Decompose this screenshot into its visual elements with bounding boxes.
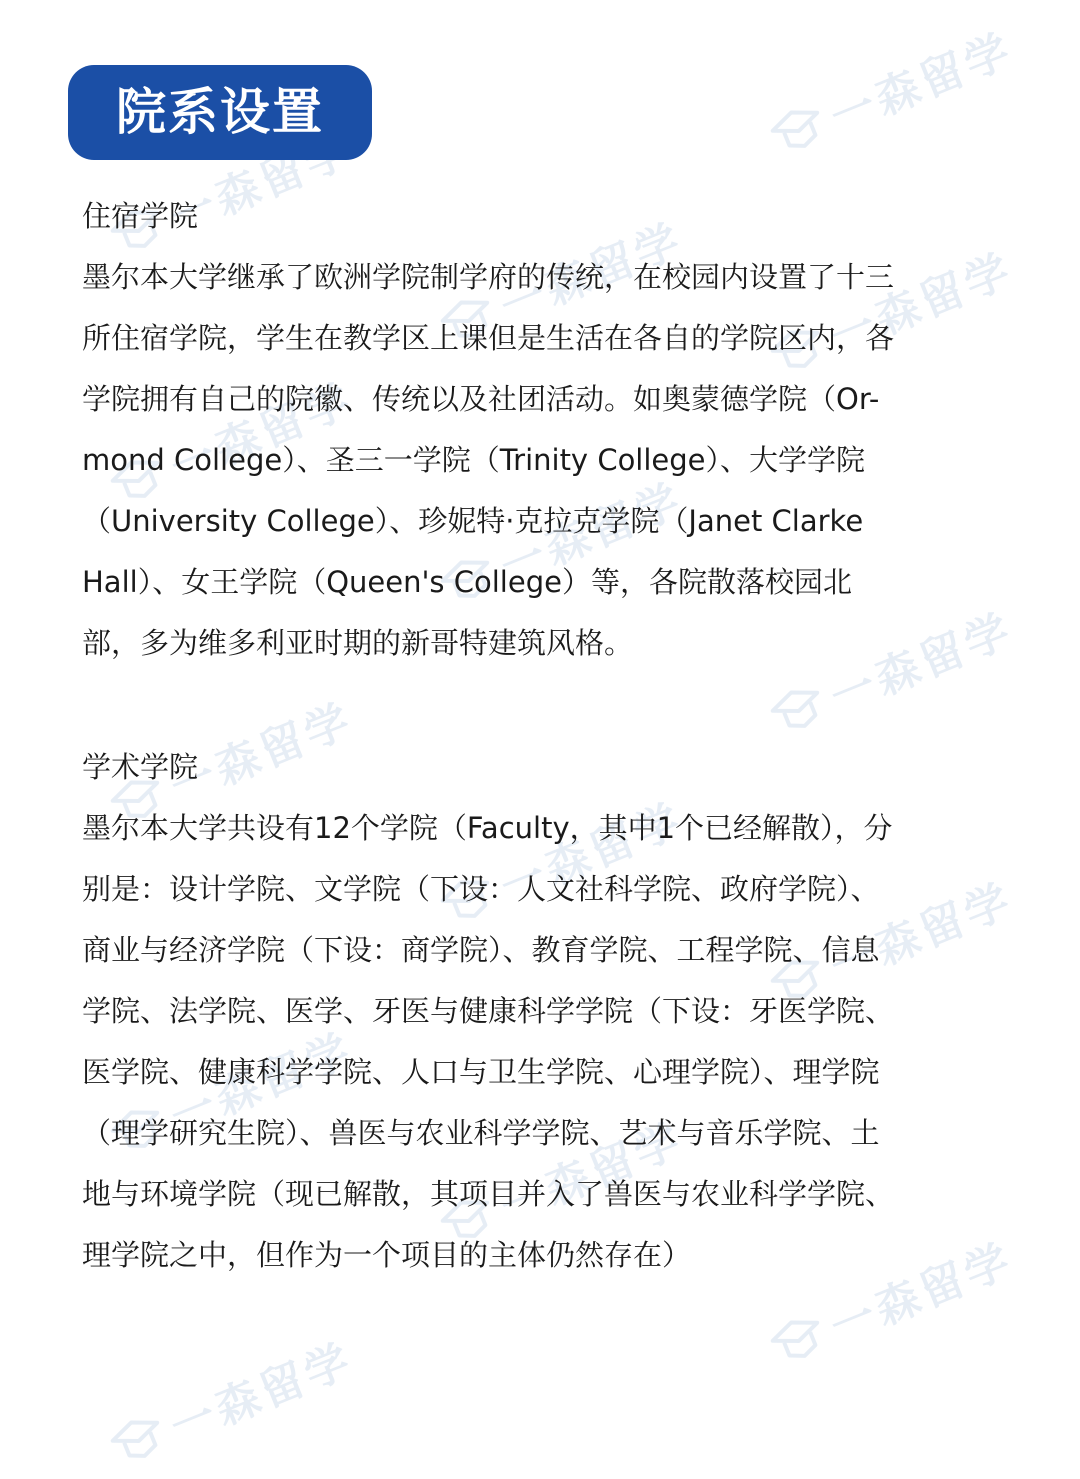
- section-title-banner: [68, 65, 372, 160]
- watermark-text: 一森留学: [163, 1024, 361, 1144]
- residential-colleges-section: [82, 186, 992, 674]
- graduation-cap-icon: [764, 1308, 832, 1370]
- academic-paragraph-line: 学院、法学院、医学、牙医与健康科学学院（下设：牙医学院、: [82, 994, 895, 1028]
- academic-paragraph-line: 商业与经济学院（下设：商学院）、教育学院、工程学院、信息: [82, 933, 880, 967]
- watermark-text: 一森留学: [823, 604, 1021, 724]
- academic-paragraph-line: 医学院、健康科学学院、人口与卫生学院、心理学院）、理学院: [82, 1055, 880, 1089]
- academic-paragraph-line: 地与环境学院（现已解散，其项目并入了兽医与农业科学学院、: [82, 1177, 895, 1211]
- residential-paragraph-line: 学院拥有自己的院徽、传统以及社团活动。如奥蒙德学院（Or-: [82, 382, 880, 416]
- watermark-text: 一森留学: [823, 874, 1021, 994]
- watermark-text: 一森留学: [823, 24, 1021, 144]
- watermark-text: 一森留学: [493, 1114, 691, 1234]
- academic-faculties-heading: 学术学院: [82, 750, 199, 784]
- watermark-text: 一森留学: [493, 474, 691, 594]
- residential-paragraph-line: 部，多为维多利亚时期的新哥特建筑风格。: [82, 626, 634, 660]
- academic-paragraph-line: 墨尔本大学共设有12个学院（Faculty，其中1个已经解散），分: [82, 811, 893, 845]
- graduation-cap-icon: [764, 98, 832, 160]
- page-title: 院系设置: [116, 83, 324, 141]
- graduation-cap-icon: [764, 678, 832, 740]
- residential-paragraph-line: Hall）、女王学院（Queen's College）等，各院散落校园北: [82, 565, 852, 599]
- residential-paragraph-line: 所住宿学院，学生在教学区上课但是生活在各自的学院区内，各: [82, 321, 895, 355]
- watermark-text: 一森留学: [163, 694, 361, 814]
- residential-paragraph-line: （University College）、珍妮特·克拉克学院（Janet Clarke: [82, 504, 864, 538]
- residential-paragraph-line: mond College）、圣三一学院（Trinity College）、大学学院: [82, 443, 866, 477]
- residential-paragraph-line: 墨尔本大学继承了欧洲学院制学府的传统，在校园内设置了十三: [82, 260, 895, 294]
- watermark-text: 一森留学: [823, 244, 1021, 364]
- watermark-text: 一森留学: [493, 214, 691, 334]
- academic-paragraph-line: 理学院之中，但作为一个项目的主体仍然存在）: [82, 1238, 692, 1272]
- watermark-text: 一森留学: [163, 124, 361, 244]
- graduation-cap-icon: [104, 1408, 172, 1470]
- watermark-text: 一森留学: [163, 1334, 361, 1454]
- watermark-tile: [100, 1324, 361, 1479]
- watermark-text: 一森留学: [493, 794, 691, 914]
- academic-paragraph-line: （理学研究生院）、兽医与农业科学学院、艺术与音乐学院、土: [82, 1116, 880, 1150]
- watermark-text: 一森留学: [823, 1234, 1021, 1354]
- academic-paragraph-line: 别是：设计学院、文学院（下设：人文社科学院、政府学院）、: [82, 872, 880, 906]
- residential-colleges-heading: 住宿学院: [82, 199, 199, 233]
- watermark-tile: [760, 14, 1021, 169]
- academic-faculties-section: [82, 737, 992, 1286]
- watermark-text: 一森留学: [163, 374, 361, 494]
